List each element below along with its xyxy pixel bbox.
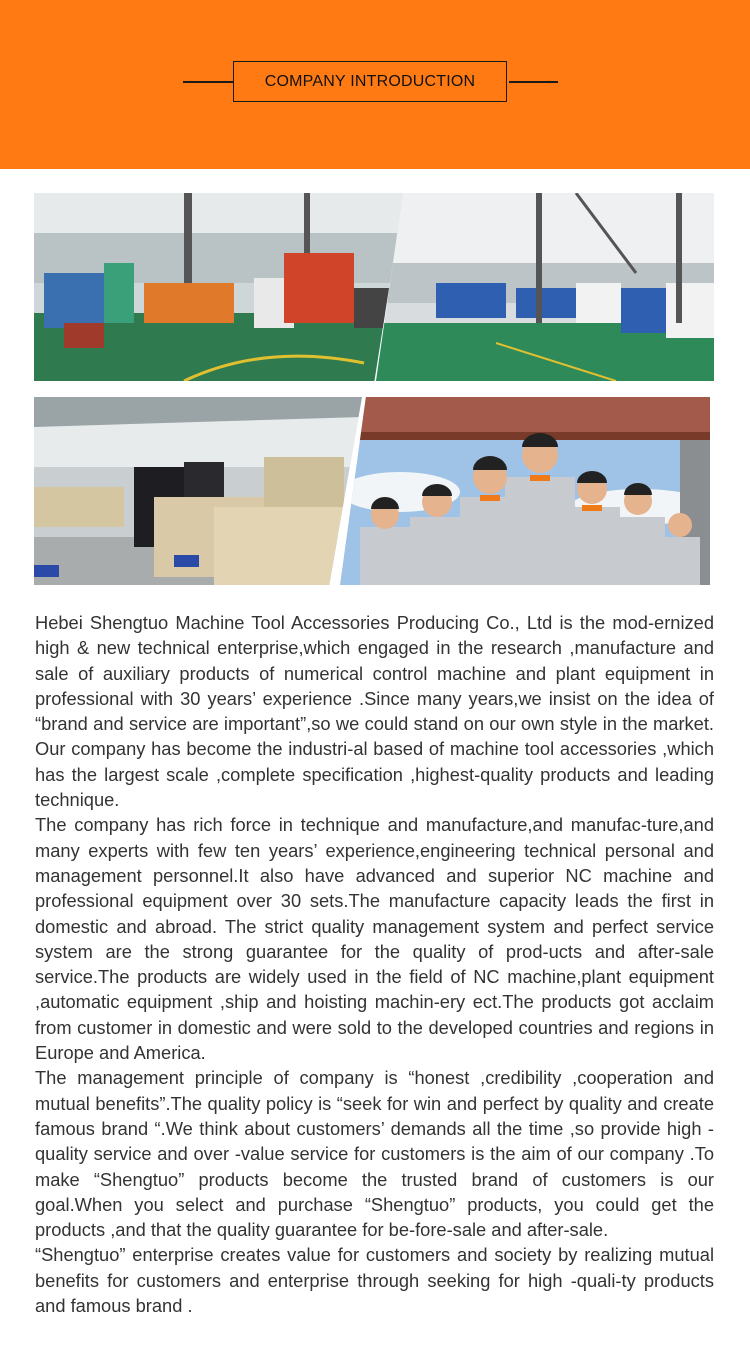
header-banner bbox=[0, 0, 750, 169]
intro-paragraph: “Shengtuo” enterprise creates value for customers and society by realizing mutual benefits for customers and enterprise through seeking for high -quali-ty products and famous brand . bbox=[35, 1244, 714, 1317]
photo-factory-floor bbox=[34, 193, 404, 381]
company-introduction-text bbox=[35, 610, 714, 1318]
title-rule-left bbox=[183, 81, 233, 83]
intro-paragraph: The management principle of company is “honest ,credibility ,cooperation and mutual benefits”.The quality policy is “seek for win and perfect by quality and create famous brand “.We think about customers’ demands all the time ,so provide high -quality service and over -value service for customers is the aim of our company .To make “Shengtuo” products become the trusted brand of customers is our goal.When you select and purchase “Shengtuo” products, you could get the products ,and that the quality guarantee for be-fore-sale and after-sale. bbox=[35, 1067, 714, 1241]
photo-warehouse bbox=[34, 397, 362, 585]
section-title: COMPANY INTRODUCTION bbox=[233, 61, 507, 102]
title-rule-right bbox=[509, 81, 558, 83]
intro-paragraph: The company has rich force in technique and manufacture,and manufac-ture,and many experts with few ten years’ experience,engineering technical personal and management personnel.It also have advanced and superior NC machine and professional equipment over 30 sets.The manufacture capacity leads the first in domestic and abroad. The strict quality management system and perfect service system are the strong guarantee for the quality of prod-ucts and after-sale service.The products are widely used in the field of NC machine,plant equipment ,automatic equipment ,ship and hoisting machin-ery ect.The products got acclaim from customer in domestic and were sold to the developed countries and regions in Europe and America. bbox=[35, 814, 714, 1064]
intro-paragraph: Hebei Shengtuo Machine Tool Accessories Producing Co., Ltd is the mod-ernized high & new technical enterprise,which engaged in the research ,manufacture and sale of auxiliary products of numerical control machine and plant equipment in professional with 30 years’ experience .Since many years,we insist on the idea of “brand and service are important”,so we could stand on our own style in the market. Our company has become the industri-al based of machine tool accessories ,which has the largest scale ,complete specification ,highest-quality products and leading technique. bbox=[35, 612, 714, 811]
photo-staff-group bbox=[340, 397, 710, 585]
photo-molding-workshop bbox=[376, 193, 714, 381]
